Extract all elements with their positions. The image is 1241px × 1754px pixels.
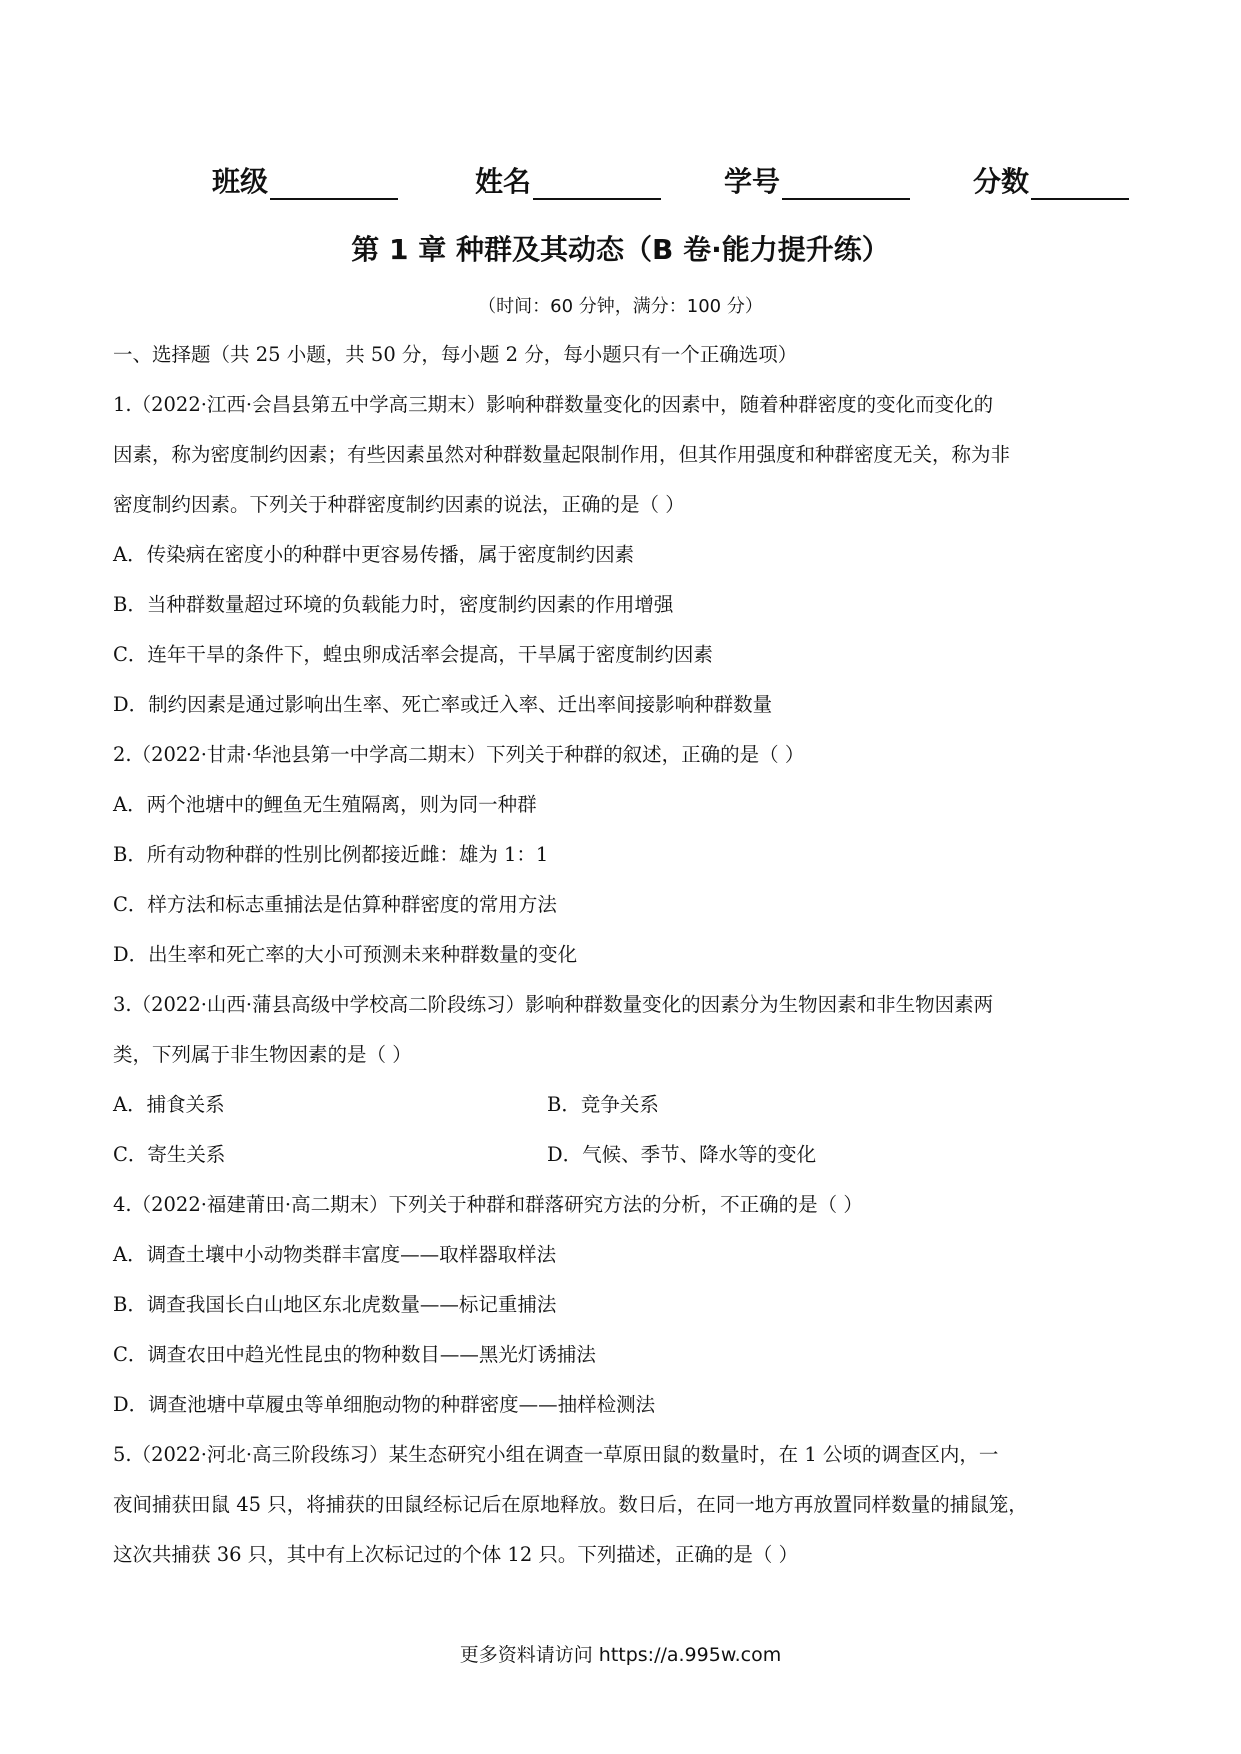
score-label: 分数 [973, 165, 1030, 198]
score-field [973, 160, 1129, 200]
option-c: C．调查农田中趋光性昆虫的物种数目——黑光灯诱捕法 [113, 1343, 596, 1366]
id-field [724, 160, 910, 200]
option-b: B．所有动物种群的性别比例都接近雌：雄为 1：1 [113, 843, 549, 866]
option-b: B．竞争关系 [547, 1093, 659, 1116]
question-text-line: 密度制约因素。下列关于种群密度制约因素的说法，正确的是（ ） [113, 493, 685, 516]
page-title: 第 1 章 种群及其动态（B 卷·能力提升练） [351, 233, 890, 266]
option-b: B．当种群数量超过环境的负载能力时，密度制约因素的作用增强 [113, 593, 674, 616]
question-text-line: 夜间捕获田鼠 45 只，将捕获的田鼠经标记后在原地释放。数日后，在同一地方再放置同样数量的捕鼠笼， [113, 1493, 1028, 1516]
option-c: C．连年干旱的条件下，蝗虫卵成活率会提高，干旱属于密度制约因素 [113, 643, 713, 666]
question-text-line: 5.（2022·河北·高三阶段练习）某生态研究小组在调查一草原田鼠的数量时，在 1 公顷的调查区内，一 [113, 1443, 999, 1466]
option-a: A．调查土壤中小动物类群丰富度——取样器取样法 [113, 1243, 557, 1266]
question-text-line: 4.（2022·福建莆田·高二期末）下列关于种群和群落研究方法的分析，不正确的是（ ） [113, 1193, 863, 1216]
question-text-line: 3.（2022·山西·蒲县高级中学校高二阶段练习）影响种群数量变化的因素分为生物因素和非生物因素两 [113, 993, 994, 1016]
question-text-line: 1.（2022·江西·会昌县第五中学高三期末）影响种群数量变化的因素中，随着种群密度的变化而变化的 [113, 393, 994, 416]
option-d: D．出生率和死亡率的大小可预测未来种群数量的变化 [113, 943, 578, 966]
name-blank[interactable] [533, 164, 661, 200]
question-text-line: 这次共捕获 36 只，其中有上次标记过的个体 12 只。下列描述，正确的是（ ） [113, 1543, 799, 1566]
option-c: C．寄生关系 [113, 1143, 226, 1166]
footer-link[interactable]: 更多资料请访问 https://a.995w.com [459, 1644, 782, 1666]
id-label: 学号 [724, 165, 781, 198]
option-a: A．两个池塘中的鲤鱼无生殖隔离，则为同一种群 [113, 793, 537, 816]
question-text-line: 类，下列属于非生物因素的是（ ） [113, 1043, 412, 1066]
name-label: 姓名 [475, 165, 532, 198]
option-a: A．传染病在密度小的种群中更容易传播，属于密度制约因素 [113, 543, 635, 566]
class-label: 班级 [212, 165, 269, 198]
option-d: D．制约因素是通过影响出生率、死亡率或迁入率、迁出率间接影响种群数量 [113, 693, 773, 716]
option-d: D．调查池塘中草履虫等单细胞动物的种群密度——抽样检测法 [113, 1393, 656, 1416]
question-text-line: 2.（2022·甘肃·华池县第一中学高二期末）下列关于种群的叙述，正确的是（ ） [113, 743, 805, 766]
score-blank[interactable] [1031, 164, 1129, 200]
exam-info: （时间：60 分钟，满分：100 分） [478, 296, 763, 317]
id-blank[interactable] [782, 164, 910, 200]
option-a: A．捕食关系 [113, 1093, 225, 1116]
class-field [212, 160, 398, 200]
student-info-header [0, 160, 1241, 210]
section-heading: 一、选择题（共 25 小题，共 50 分，每小题 2 分，每小题只有一个正确选项） [113, 343, 798, 366]
option-c: C．样方法和标志重捕法是估算种群密度的常用方法 [113, 893, 557, 916]
option-d: D．气候、季节、降水等的变化 [547, 1143, 817, 1166]
class-blank[interactable] [270, 164, 398, 200]
option-b: B．调查我国长白山地区东北虎数量——标记重捕法 [113, 1293, 557, 1316]
question-text-line: 因素，称为密度制约因素；有些因素虽然对种群数量起限制作用，但其作用强度和种群密度无关，称为非 [113, 443, 1011, 466]
name-field [475, 160, 661, 200]
